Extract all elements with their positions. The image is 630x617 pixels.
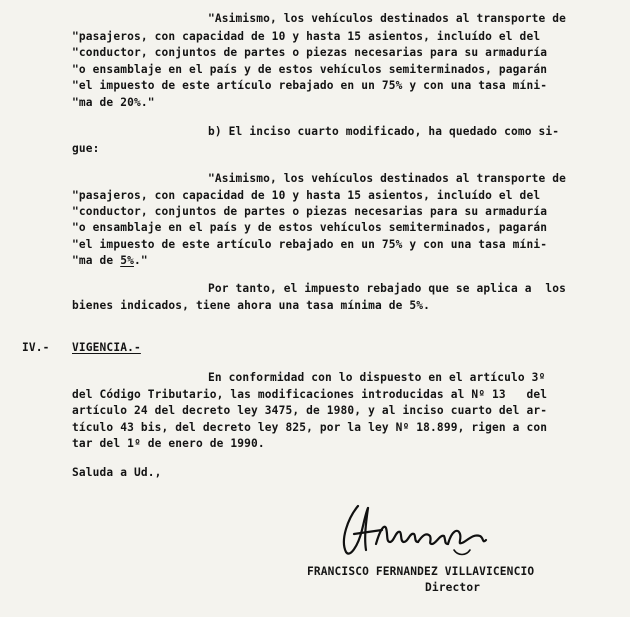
vigencia-line-1: En conformidad con lo dispuesto en el artículo 3º (208, 371, 546, 384)
quote2-line-4: "o ensamblaje en el país y de estos vehículos semiterminados, pagarán (72, 221, 548, 234)
vigencia-line-2: del Código Tributario, las modificaciones introducidas al Nº 13 del (72, 388, 548, 401)
signatory-title: Director (425, 581, 481, 594)
quote2-line-1: "Asimismo, los vehículos destinados al transporte de (208, 172, 567, 185)
vigencia-line-3: artículo 24 del decreto ley 3475, de 1980, y al inciso cuarto del ar- (72, 404, 548, 417)
quote2-last-suffix: ." (133, 254, 148, 267)
quote1-line-1: "Asimismo, los vehículos destinados al transporte de (208, 12, 567, 25)
signatory-name: FRANCISCO FERNANDEZ VILLAVICENCIO (307, 565, 535, 578)
para-b-line-2: gue: (72, 142, 100, 155)
quote1-line-2: "pasajeros, con capacidad de 10 y hasta 15 asientos, incluído el del (72, 30, 541, 43)
closing-salutation: Saluda a Ud., (72, 466, 162, 479)
section-title: VIGENCIA.- (72, 341, 141, 354)
quote1-line-3: "conductor, conjuntos de partes o piezas necesarias para su armaduría (72, 46, 548, 59)
vigencia-line-5: tar del 1º de enero de 1990. (72, 437, 265, 450)
para-b-line-1: b) El inciso cuarto modificado, ha quedado como si- (208, 125, 560, 138)
section-number: IV.- (22, 341, 50, 354)
underlined-rate: 5% (120, 254, 134, 267)
quote1-line-5: "el impuesto de este artículo rebajado en un 75% y con una tasa míni- (72, 79, 548, 92)
quote2-last-prefix: "ma de (72, 254, 121, 267)
quote2-line-5: "el impuesto de este artículo rebajado en un 75% y con una tasa míni- (72, 238, 548, 251)
quote1-line-6: "ma de 20%." (72, 96, 155, 109)
quote2-line-6 (72, 254, 148, 268)
signature-image (336, 500, 496, 560)
vigencia-line-4: tículo 43 bis, del decreto ley 825, por la ley Nº 18.899, rigen a con (72, 421, 548, 434)
por-tanto-line-1: Por tanto, el impuesto rebajado que se aplica a los (208, 282, 567, 295)
por-tanto-line-2: bienes indicados, tiene ahora una tasa mínima de 5%. (72, 299, 431, 312)
quote2-line-2: "pasajeros, con capacidad de 10 y hasta 15 asientos, incluído el del (72, 189, 541, 202)
quote1-line-4: "o ensamblaje en el país y de estos vehículos semiterminados, pagarán (72, 63, 548, 76)
quote2-line-3: "conductor, conjuntos de partes o piezas necesarias para su armaduría (72, 205, 548, 218)
